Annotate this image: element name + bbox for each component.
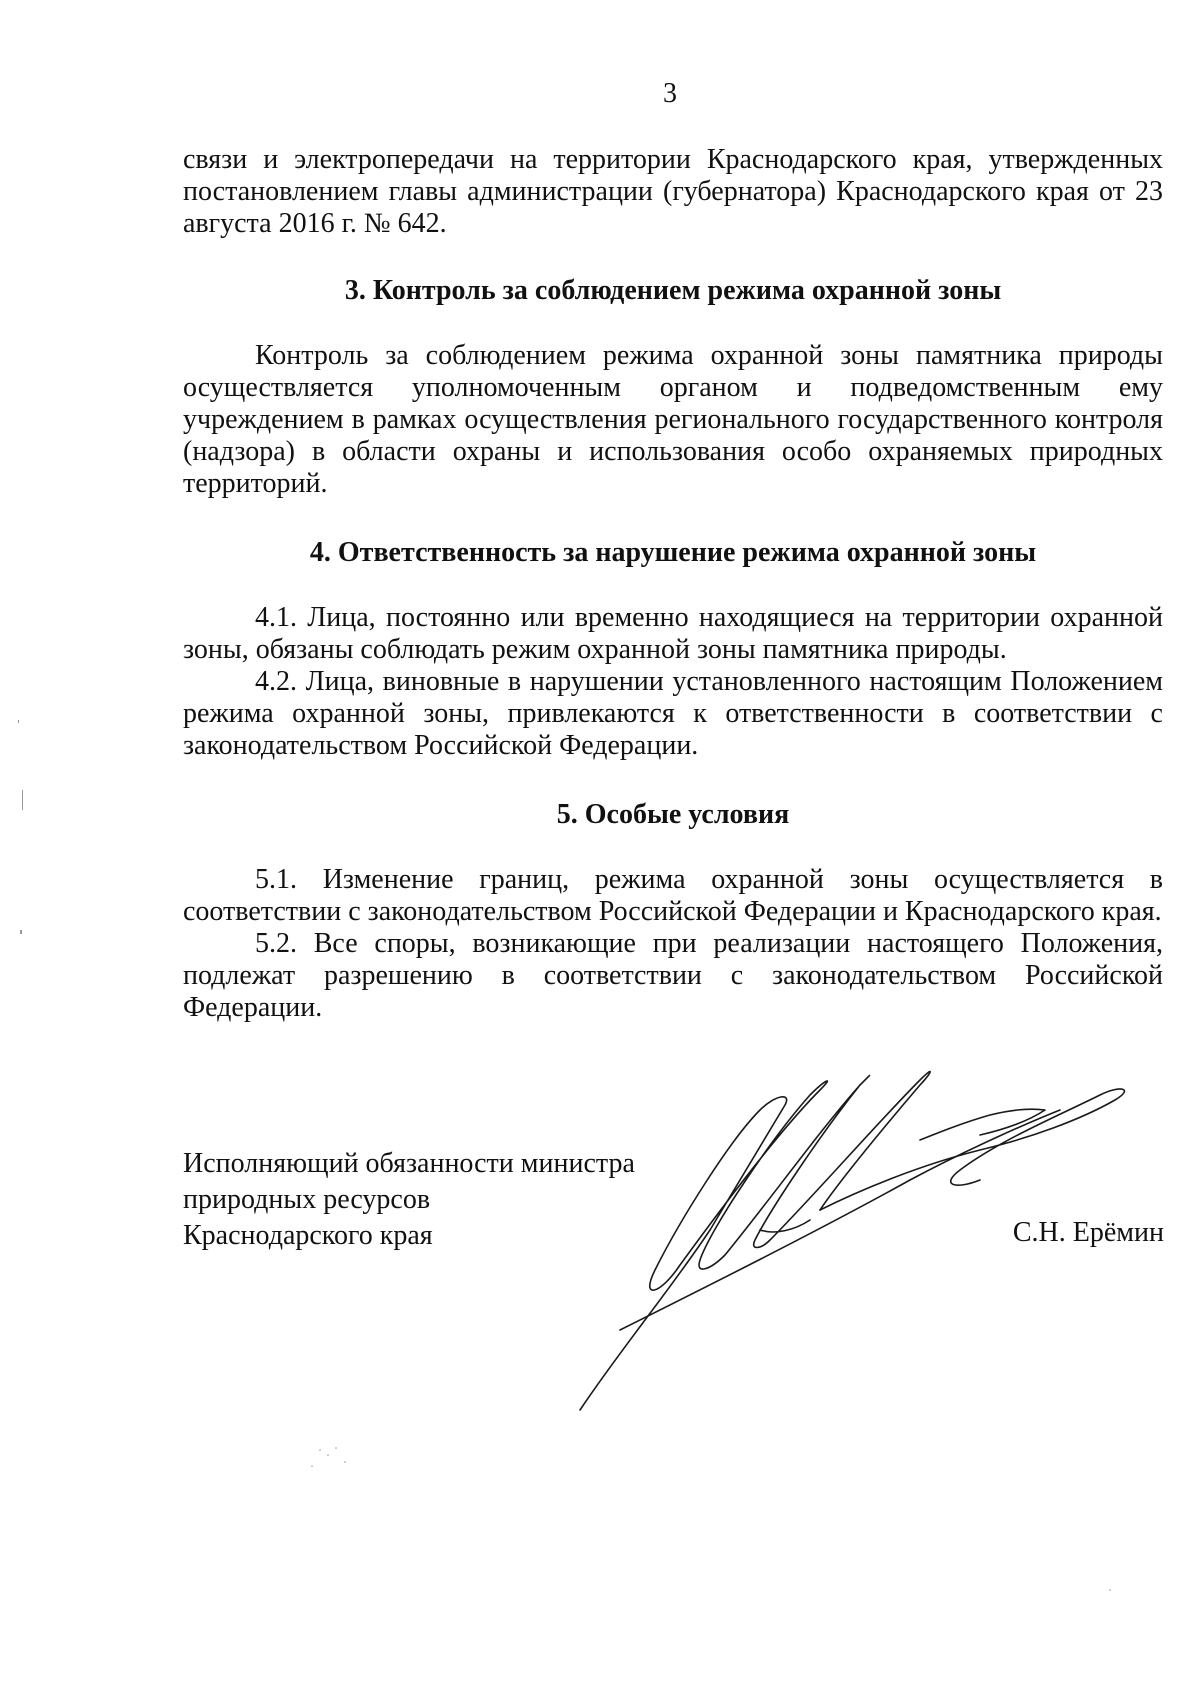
section-5-item-1: 5.1. Изменение границ, режима охранной зоны осуществляется в соответствии с законодательством Российской Федерации и Краснодарского края. <box>183 864 1163 927</box>
section-4-item-2: 4.2. Лица, виновные в нарушении установленного настоящим Положением режима охранной зоны, привлекаются к ответственности в соответствии с законодательством Российской Федерации. <box>183 666 1163 761</box>
signatory-position-line-3: Краснодарского края <box>183 1220 433 1251</box>
section-3-paragraph: Контроль за соблюдением режима охранной зоны памятника природы осуществляется уполномоченным органом и подведомственным ему учреждением в рамках осуществления регионального государственного контроля (надзора) в области охраны и использования особо охраняемых природных территорий. <box>183 340 1163 499</box>
section-3-heading: 3. Контроль за соблюдением режима охранной зоны <box>344 275 1002 306</box>
signer-name: С.Н. Ерёмин <box>1012 1217 1164 1248</box>
page-number: 3 <box>663 78 677 109</box>
signatory-position-line-2: природных ресурсов <box>183 1184 431 1215</box>
section-5-heading: 5. Особые условия <box>556 799 790 830</box>
section-4-heading: 4. Ответственность за нарушение режима охранной зоны <box>309 537 1037 568</box>
signatory-position-line-1: Исполняющий обязанности министра <box>183 1148 635 1179</box>
intro-paragraph: связи и электропередачи на территории Краснодарского края, утвержденных постановлением главы администрации (губернатора) Краснодарского края от 23 августа 2016 г. № 642. <box>183 144 1163 239</box>
section-5-item-2: 5.2. Все споры, возникающие при реализации настоящего Положения, подлежат разрешению в соответствии с законодательством Российской Федерации. <box>183 928 1163 1023</box>
section-4-item-1: 4.1. Лица, постоянно или временно находящиеся на территории охранной зоны, обязаны соблюдать режим охранной зоны памятника природы. <box>183 602 1163 665</box>
